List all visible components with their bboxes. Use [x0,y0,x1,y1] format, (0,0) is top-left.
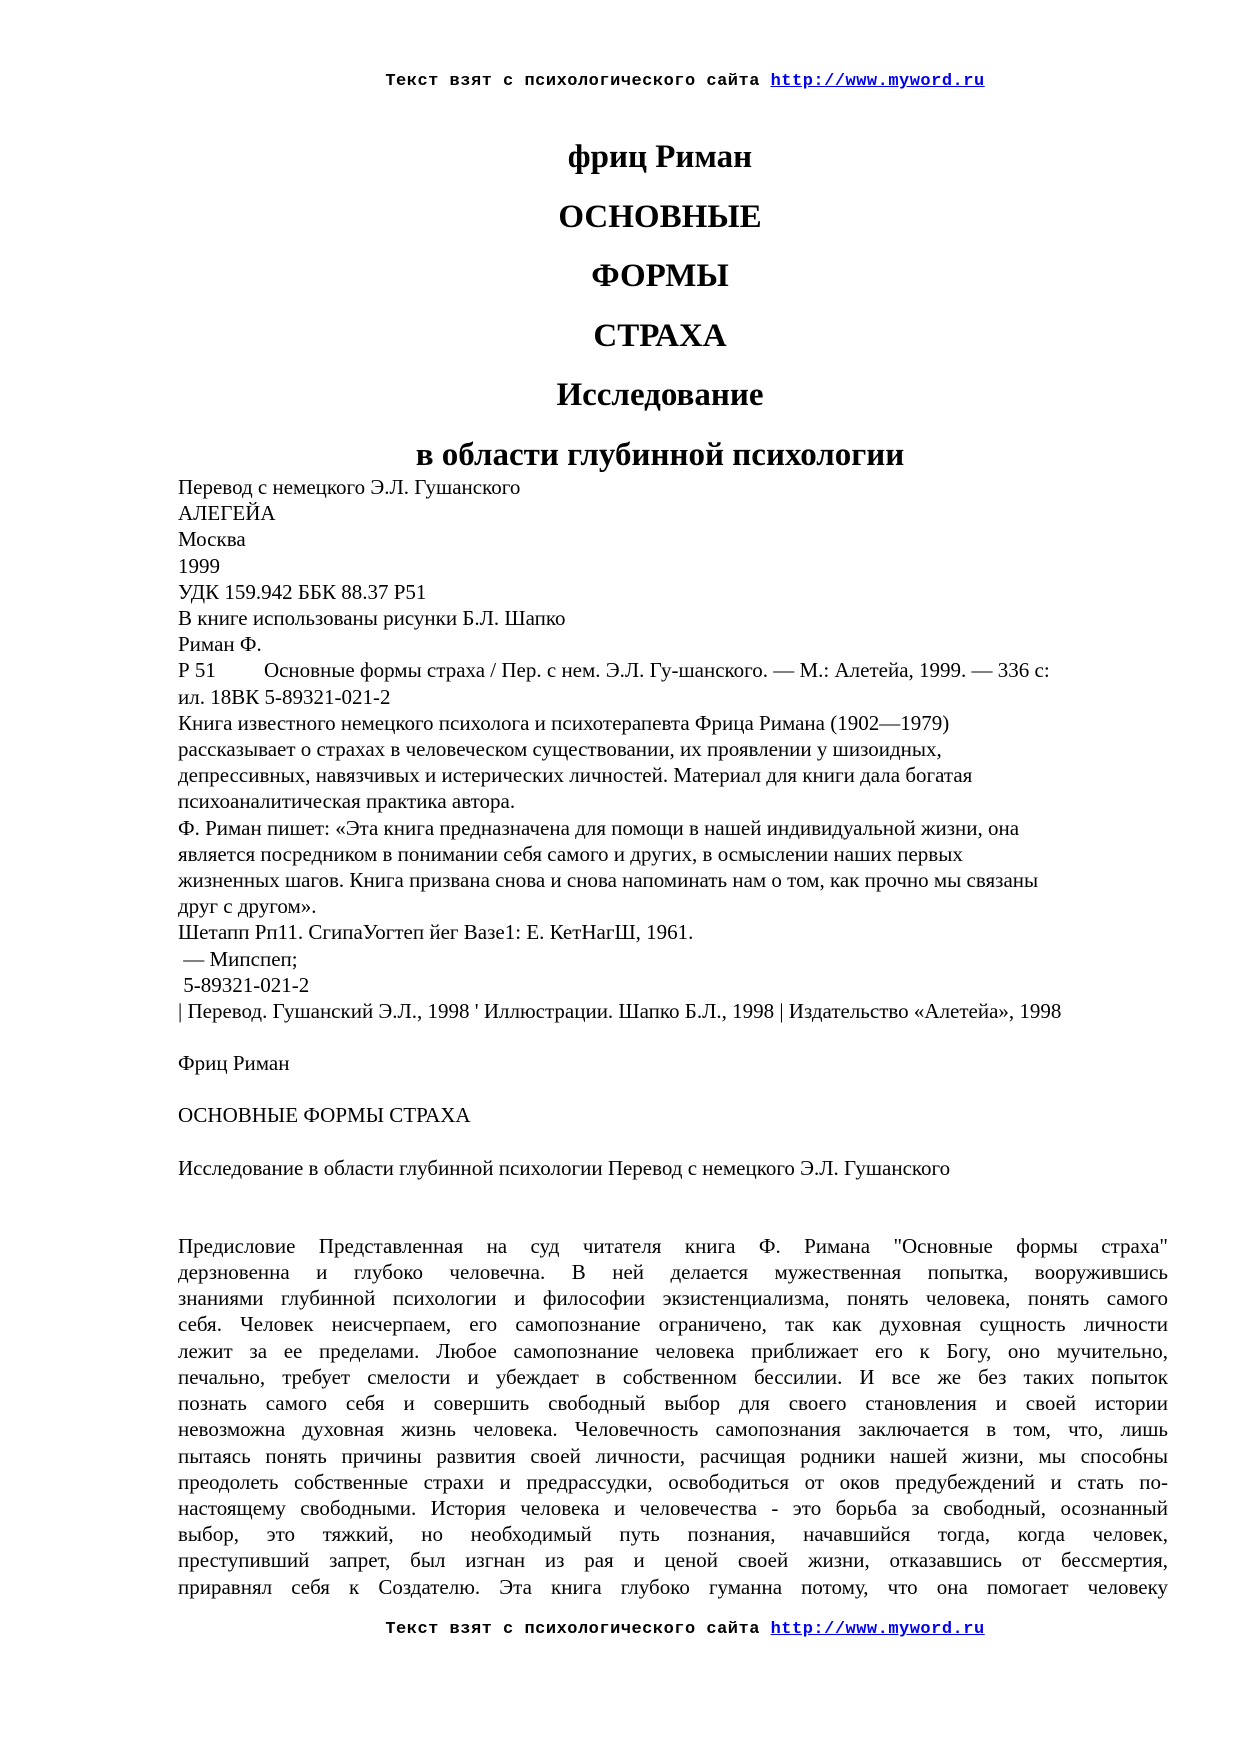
preface-line: пытаясь понять причины развития своей личности, расчищая родники нашей жизни, мы способны [178,1443,1168,1468]
annotation-line: Книга известного немецкого психолога и психотерапевта Фрица Римана (1902—1979) [178,710,950,735]
footer-banner [0,1620,1240,1639]
imprint-catalog-line-2: ил. 18ВК 5-89321-021-2 [178,684,391,709]
preface-line: знаниями глубинной психологии и философии экзистенциализма, понять человека, понять самого [178,1286,1168,1311]
preface-line: себя. Человек неисчерпаем, его самопознание ограничено, так как духовная сущность личности [178,1312,1168,1337]
preface-paragraph [178,1233,1168,1600]
original-publisher: — Мипспеп; [178,946,298,971]
title-author: фриц Риман [567,139,753,175]
preface-line: лежит за ее пределами. Любое самопознание человека приближает его к Богу, оно мучительно, [178,1338,1168,1363]
imprint-udk: УДК 159.942 ББК 88.37 Р51 [178,579,427,604]
footer-site-link[interactable]: http://www.myword.ru [770,1620,985,1639]
imprint-catalog-entry [178,657,1168,683]
preface-line: преступивший запрет, был изгнан из рая и ценой своей жизни, отказавшись от бессмертия, [178,1548,1168,1573]
annotation-line: депрессивных, навязчивых и истерических личностей. Материал для книги дала богатая [178,763,973,788]
section-author: Фриц Риман [178,1051,290,1076]
title-subtitle-1: Исследование [556,377,764,413]
title-line-3: СТРАХА [593,317,727,354]
header-banner [0,72,1240,91]
title-subtitle-2: в области глубинной психологии [415,436,905,473]
preface-line: невозможна духовная жизнь человека. Человечность самопознания заключается в том, что, лишь [178,1417,1168,1442]
catalog-code: Р 51 [178,658,216,683]
title-line-2: ФОРМЫ [591,258,729,294]
title-block [160,128,1160,485]
preface-line: печально, требует смелости и убеждает в собственном бессилии. И все же без таких попыток [178,1364,1168,1389]
preface-line: Предисловие Представленная на суд читателя книга Ф. Римана "Основные формы страха" [178,1233,1168,1258]
copyright-line: | Перевод. Гушанский Э.Л., 1998 ' Иллюстрации. Шапко Б.Л., 1998 | Издательство «Алетейа», 1998 [178,999,1062,1024]
catalog-line-1: Основные формы страха / Пер. с нем. Э.Л. Гу-шанского. — М.: Алетейа, 1999. — 336 с: [263,658,1050,683]
body-text [178,474,1168,1600]
imprint-year: 1999 [178,553,220,578]
header-prefix: Текст взят с психологического сайта [385,72,760,91]
isbn: 5-89321-021-2 [178,972,310,997]
header-site-link[interactable]: http://www.myword.ru [770,72,985,91]
imprint-drawings: В книге использованы рисунки Б.Л. Шапко [178,606,566,631]
preface-line: приравнял себя к Создателю. Эта книга глубоко гуманна потому, что она помогает человеку [178,1574,1168,1599]
imprint-author-short: Риман Ф. [178,632,262,657]
imprint-translation: Перевод с немецкого Э.Л. Гушанского [178,475,521,499]
original-title: Шетапп Рп11. СгипаУогтеп йег Вазе1: Е. КетНагШ, 1961. [178,920,694,945]
quote-line: жизненных шагов. Книга призвана снова и снова напоминать нам о том, как прочно мы связаны [178,868,1039,893]
imprint-publisher: АЛЕГЕЙА [178,501,276,526]
preface-line: преодолеть собственные страхи и предрассудки, освободиться от оков предубеждений и стать по- [178,1469,1168,1494]
footer-prefix: Текст взят с психологического сайта [385,1620,760,1639]
quote-line: Ф. Риман пишет: «Эта книга предназначена для помощи в нашей индивидуальной жизни, она [178,815,1020,840]
preface-line: настоящему свободными. История человека и человечества - это борьба за свободный, осознанный [178,1495,1168,1520]
section-title: ОСНОВНЫЕ ФОРМЫ СТРАХА [178,1103,471,1128]
annotation-line: рассказывает о страхах в человеческом существовании, их проявлении у шизоидных, [178,737,942,762]
preface-line: выбор, это тяжкий, но необходимый путь познания, начавшийся тогда, когда человек, [178,1522,1168,1547]
quote-line: является посредником в понимании себя самого и других, в осмыслении наших первых [178,841,963,866]
quote-line: друг с другом». [178,894,317,919]
section-subtitle: Исследование в области глубинной психологии Перевод с немецкого Э.Л. Гушанского [178,1155,951,1180]
preface-line: познать самого себя и совершить свободный выбор для своего становления и своей истории [178,1391,1168,1416]
imprint-city: Москва [178,527,246,552]
preface-line: дерзновенна и глубоко человечна. В ней делается мужественная попытка, вооружившись [178,1260,1168,1285]
annotation-line: психоаналитическая практика автора. [178,789,516,814]
title-line-1: ОСНОВНЫЕ [558,198,762,235]
